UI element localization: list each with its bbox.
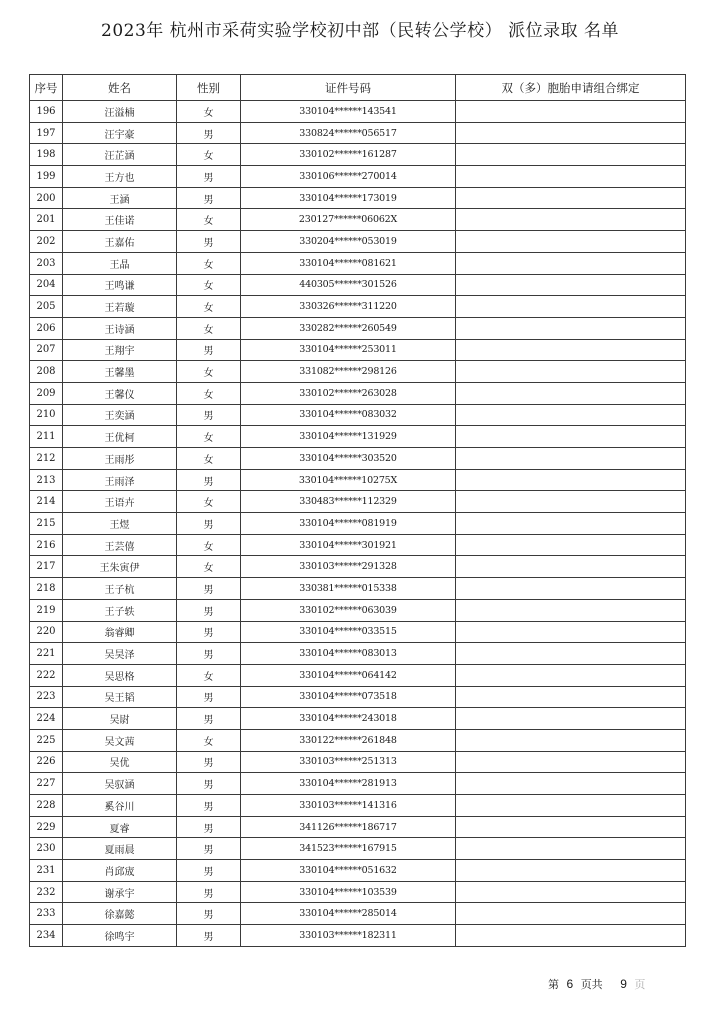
- cell-gender: 男: [177, 708, 241, 730]
- cell-student-name: 吴王韬: [63, 686, 177, 708]
- cell-gender: 女: [177, 274, 241, 296]
- cell-twins-binding: [456, 860, 686, 882]
- cell-student-name: 王涵: [63, 187, 177, 209]
- cell-gender: 女: [177, 534, 241, 556]
- cell-id-number: 341126******186717: [241, 816, 456, 838]
- cell-gender: 男: [177, 122, 241, 144]
- table-row: [30, 925, 686, 947]
- cell-id-number: 330102******161287: [241, 144, 456, 166]
- cell-student-name: 王优柯: [63, 426, 177, 448]
- cell-id-number: 330104******173019: [241, 187, 456, 209]
- cell-twins-binding: [456, 686, 686, 708]
- table-row: [30, 534, 686, 556]
- cell-twins-binding: [456, 925, 686, 947]
- table-row: [30, 729, 686, 751]
- header-name: 姓名: [63, 75, 177, 101]
- cell-serial-number: 212: [30, 448, 63, 470]
- table-row: [30, 101, 686, 123]
- cell-gender: 男: [177, 795, 241, 817]
- cell-id-number: 440305******301526: [241, 274, 456, 296]
- table-row: [30, 686, 686, 708]
- table-header-row: [30, 75, 686, 101]
- cell-gender: 男: [177, 187, 241, 209]
- cell-student-name: 王馨仪: [63, 382, 177, 404]
- cell-gender: 女: [177, 144, 241, 166]
- footer-middle: 页共: [580, 978, 603, 991]
- cell-gender: 男: [177, 621, 241, 643]
- cell-id-number: 330104******103539: [241, 881, 456, 903]
- cell-student-name: 汪芷涵: [63, 144, 177, 166]
- cell-student-name: 王芸僖: [63, 534, 177, 556]
- cell-id-number: 330106******270014: [241, 166, 456, 188]
- cell-student-name: 奚谷川: [63, 795, 177, 817]
- table-row: [30, 404, 686, 426]
- cell-serial-number: 200: [30, 187, 63, 209]
- cell-student-name: 徐鸣宇: [63, 925, 177, 947]
- header-twins-binding: 双（多）胞胎申请组合绑定: [456, 75, 686, 101]
- cell-twins-binding: [456, 187, 686, 209]
- cell-id-number: 330103******291328: [241, 556, 456, 578]
- cell-serial-number: 216: [30, 534, 63, 556]
- cell-gender: 女: [177, 382, 241, 404]
- cell-student-name: 徐嘉懿: [63, 903, 177, 925]
- cell-serial-number: 217: [30, 556, 63, 578]
- table-row: [30, 469, 686, 491]
- cell-twins-binding: [456, 599, 686, 621]
- cell-id-number: 330103******251313: [241, 751, 456, 773]
- cell-id-number: 331082******298126: [241, 361, 456, 383]
- cell-student-name: 王晶: [63, 252, 177, 274]
- cell-serial-number: 199: [30, 166, 63, 188]
- cell-id-number: 330103******182311: [241, 925, 456, 947]
- cell-id-number: 330104******073518: [241, 686, 456, 708]
- cell-student-name: 王鸣谦: [63, 274, 177, 296]
- cell-serial-number: 226: [30, 751, 63, 773]
- cell-id-number: 330824******056517: [241, 122, 456, 144]
- cell-twins-binding: [456, 664, 686, 686]
- cell-twins-binding: [456, 361, 686, 383]
- table-row: [30, 448, 686, 470]
- cell-twins-binding: [456, 534, 686, 556]
- table-row: [30, 144, 686, 166]
- cell-serial-number: 210: [30, 404, 63, 426]
- cell-twins-binding: [456, 556, 686, 578]
- table-row: [30, 860, 686, 882]
- cell-id-number: 330282******260549: [241, 317, 456, 339]
- cell-twins-binding: [456, 491, 686, 513]
- cell-id-number: 330104******301921: [241, 534, 456, 556]
- cell-gender: 男: [177, 860, 241, 882]
- table-row: [30, 296, 686, 318]
- cell-serial-number: 202: [30, 231, 63, 253]
- page-footer: [548, 976, 645, 992]
- cell-serial-number: 211: [30, 426, 63, 448]
- cell-student-name: 王朱寅伊: [63, 556, 177, 578]
- cell-gender: 男: [177, 643, 241, 665]
- cell-id-number: 330104******143541: [241, 101, 456, 123]
- table-row: [30, 773, 686, 795]
- cell-gender: 男: [177, 339, 241, 361]
- cell-serial-number: 234: [30, 925, 63, 947]
- cell-serial-number: 196: [30, 101, 63, 123]
- cell-twins-binding: [456, 903, 686, 925]
- table-row: [30, 513, 686, 535]
- cell-serial-number: 220: [30, 621, 63, 643]
- cell-twins-binding: [456, 773, 686, 795]
- cell-twins-binding: [456, 101, 686, 123]
- cell-student-name: 王语卉: [63, 491, 177, 513]
- cell-twins-binding: [456, 404, 686, 426]
- cell-serial-number: 198: [30, 144, 63, 166]
- cell-gender: 男: [177, 166, 241, 188]
- table-row: [30, 317, 686, 339]
- cell-id-number: 330204******053019: [241, 231, 456, 253]
- cell-serial-number: 207: [30, 339, 63, 361]
- cell-twins-binding: [456, 144, 686, 166]
- cell-twins-binding: [456, 382, 686, 404]
- table-row: [30, 382, 686, 404]
- cell-serial-number: 203: [30, 252, 63, 274]
- cell-id-number: 330104******083013: [241, 643, 456, 665]
- cell-serial-number: 233: [30, 903, 63, 925]
- cell-gender: 男: [177, 578, 241, 600]
- cell-gender: 男: [177, 925, 241, 947]
- cell-student-name: 夏睿: [63, 816, 177, 838]
- table-row: [30, 556, 686, 578]
- cell-serial-number: 232: [30, 881, 63, 903]
- table-row: [30, 122, 686, 144]
- cell-student-name: 谢承宇: [63, 881, 177, 903]
- cell-serial-number: 206: [30, 317, 63, 339]
- table-row: [30, 252, 686, 274]
- cell-gender: 女: [177, 729, 241, 751]
- current-page-number: 6: [566, 977, 574, 991]
- cell-serial-number: 204: [30, 274, 63, 296]
- cell-gender: 男: [177, 469, 241, 491]
- cell-serial-number: 214: [30, 491, 63, 513]
- cell-id-number: 330104******081621: [241, 252, 456, 274]
- cell-twins-binding: [456, 317, 686, 339]
- table-row: [30, 643, 686, 665]
- cell-student-name: 王嘉佑: [63, 231, 177, 253]
- cell-id-number: 330122******261848: [241, 729, 456, 751]
- table-row: [30, 881, 686, 903]
- table-row: [30, 166, 686, 188]
- admission-list-table: [29, 74, 686, 947]
- cell-twins-binding: [456, 122, 686, 144]
- cell-id-number: 330104******253011: [241, 339, 456, 361]
- cell-serial-number: 230: [30, 838, 63, 860]
- table-row: [30, 621, 686, 643]
- table-row: [30, 708, 686, 730]
- cell-gender: 女: [177, 426, 241, 448]
- table-row: [30, 903, 686, 925]
- cell-gender: 男: [177, 686, 241, 708]
- cell-gender: 男: [177, 599, 241, 621]
- cell-gender: 女: [177, 101, 241, 123]
- cell-twins-binding: [456, 578, 686, 600]
- cell-serial-number: 208: [30, 361, 63, 383]
- cell-twins-binding: [456, 296, 686, 318]
- cell-student-name: 王诗涵: [63, 317, 177, 339]
- cell-id-number: 230127******06062X: [241, 209, 456, 231]
- cell-gender: 女: [177, 296, 241, 318]
- cell-gender: 女: [177, 491, 241, 513]
- table-row: [30, 599, 686, 621]
- cell-id-number: 330104******033515: [241, 621, 456, 643]
- cell-twins-binding: [456, 231, 686, 253]
- cell-twins-binding: [456, 426, 686, 448]
- header-serial-number: 序号: [30, 75, 63, 101]
- cell-id-number: 330104******243018: [241, 708, 456, 730]
- cell-serial-number: 225: [30, 729, 63, 751]
- cell-twins-binding: [456, 621, 686, 643]
- cell-twins-binding: [456, 838, 686, 860]
- cell-id-number: 330103******141316: [241, 795, 456, 817]
- cell-twins-binding: [456, 881, 686, 903]
- cell-gender: 男: [177, 751, 241, 773]
- cell-gender: 男: [177, 816, 241, 838]
- cell-twins-binding: [456, 643, 686, 665]
- cell-id-number: 330102******263028: [241, 382, 456, 404]
- cell-id-number: 330102******063039: [241, 599, 456, 621]
- cell-serial-number: 209: [30, 382, 63, 404]
- cell-id-number: 330326******311220: [241, 296, 456, 318]
- cell-student-name: 吴优: [63, 751, 177, 773]
- cell-student-name: 王雨彤: [63, 448, 177, 470]
- cell-twins-binding: [456, 209, 686, 231]
- cell-id-number: 330104******285014: [241, 903, 456, 925]
- table-row: [30, 664, 686, 686]
- cell-twins-binding: [456, 252, 686, 274]
- cell-student-name: 王若璇: [63, 296, 177, 318]
- cell-student-name: 王佳诺: [63, 209, 177, 231]
- cell-student-name: 王方也: [63, 166, 177, 188]
- cell-serial-number: 227: [30, 773, 63, 795]
- table-row: [30, 231, 686, 253]
- table-row: [30, 274, 686, 296]
- cell-gender: 女: [177, 361, 241, 383]
- cell-serial-number: 205: [30, 296, 63, 318]
- cell-serial-number: 231: [30, 860, 63, 882]
- footer-prefix: 第: [548, 978, 559, 991]
- cell-student-name: 王奕涵: [63, 404, 177, 426]
- cell-id-number: 330104******10275X: [241, 469, 456, 491]
- table-row: [30, 795, 686, 817]
- header-id-number: 证件号码: [241, 75, 456, 101]
- page-title: 2023年 杭州市采荷实验学校初中部（民转公学校） 派位录取 名单: [101, 21, 619, 41]
- cell-gender: 男: [177, 773, 241, 795]
- cell-student-name: 王子杭: [63, 578, 177, 600]
- cell-student-name: 翁睿卿: [63, 621, 177, 643]
- table-row: [30, 838, 686, 860]
- cell-serial-number: 229: [30, 816, 63, 838]
- cell-gender: 男: [177, 404, 241, 426]
- cell-gender: 男: [177, 231, 241, 253]
- total-page-number: 9: [620, 977, 627, 991]
- cell-serial-number: 215: [30, 513, 63, 535]
- cell-gender: 男: [177, 838, 241, 860]
- cell-student-name: 夏雨晨: [63, 838, 177, 860]
- cell-serial-number: 201: [30, 209, 63, 231]
- cell-twins-binding: [456, 513, 686, 535]
- cell-id-number: 330483******112329: [241, 491, 456, 513]
- cell-serial-number: 228: [30, 795, 63, 817]
- cell-id-number: 330104******081919: [241, 513, 456, 535]
- cell-id-number: 330104******064142: [241, 664, 456, 686]
- cell-twins-binding: [456, 274, 686, 296]
- cell-student-name: 吴尉: [63, 708, 177, 730]
- table-row: [30, 816, 686, 838]
- cell-student-name: 吴文茜: [63, 729, 177, 751]
- table-row: [30, 751, 686, 773]
- cell-gender: 男: [177, 903, 241, 925]
- table-row: [30, 339, 686, 361]
- cell-id-number: 330104******281913: [241, 773, 456, 795]
- table-row: [30, 209, 686, 231]
- table-body: [30, 101, 686, 947]
- cell-gender: 女: [177, 317, 241, 339]
- cell-id-number: 330104******083032: [241, 404, 456, 426]
- cell-gender: 男: [177, 881, 241, 903]
- cell-twins-binding: [456, 708, 686, 730]
- table-row: [30, 187, 686, 209]
- cell-student-name: 汪溢楠: [63, 101, 177, 123]
- cell-serial-number: 221: [30, 643, 63, 665]
- cell-student-name: 吴驭涵: [63, 773, 177, 795]
- footer-suffix: 页: [634, 978, 646, 991]
- cell-gender: 女: [177, 448, 241, 470]
- cell-gender: 女: [177, 252, 241, 274]
- cell-gender: 女: [177, 556, 241, 578]
- cell-id-number: 330104******051632: [241, 860, 456, 882]
- cell-serial-number: 218: [30, 578, 63, 600]
- cell-serial-number: 197: [30, 122, 63, 144]
- cell-serial-number: 223: [30, 686, 63, 708]
- cell-twins-binding: [456, 795, 686, 817]
- cell-serial-number: 222: [30, 664, 63, 686]
- cell-id-number: 330104******131929: [241, 426, 456, 448]
- cell-twins-binding: [456, 339, 686, 361]
- cell-twins-binding: [456, 729, 686, 751]
- cell-id-number: 330104******303520: [241, 448, 456, 470]
- cell-serial-number: 213: [30, 469, 63, 491]
- table-row: [30, 361, 686, 383]
- cell-serial-number: 219: [30, 599, 63, 621]
- cell-student-name: 王子轶: [63, 599, 177, 621]
- cell-twins-binding: [456, 448, 686, 470]
- cell-id-number: 341523******167915: [241, 838, 456, 860]
- cell-id-number: 330381******015338: [241, 578, 456, 600]
- cell-student-name: 王雨泽: [63, 469, 177, 491]
- cell-student-name: 王煜: [63, 513, 177, 535]
- cell-twins-binding: [456, 166, 686, 188]
- cell-student-name: 王馨墨: [63, 361, 177, 383]
- cell-twins-binding: [456, 751, 686, 773]
- header-gender: 性别: [177, 75, 241, 101]
- table-row: [30, 578, 686, 600]
- cell-student-name: 汪宇豪: [63, 122, 177, 144]
- cell-twins-binding: [456, 469, 686, 491]
- cell-student-name: 吴思格: [63, 664, 177, 686]
- cell-gender: 女: [177, 664, 241, 686]
- cell-student-name: 王翔宇: [63, 339, 177, 361]
- cell-gender: 男: [177, 513, 241, 535]
- table-row: [30, 491, 686, 513]
- cell-serial-number: 224: [30, 708, 63, 730]
- table-row: [30, 426, 686, 448]
- cell-twins-binding: [456, 816, 686, 838]
- cell-gender: 女: [177, 209, 241, 231]
- cell-student-name: 吴昊泽: [63, 643, 177, 665]
- cell-student-name: 肖邱宬: [63, 860, 177, 882]
